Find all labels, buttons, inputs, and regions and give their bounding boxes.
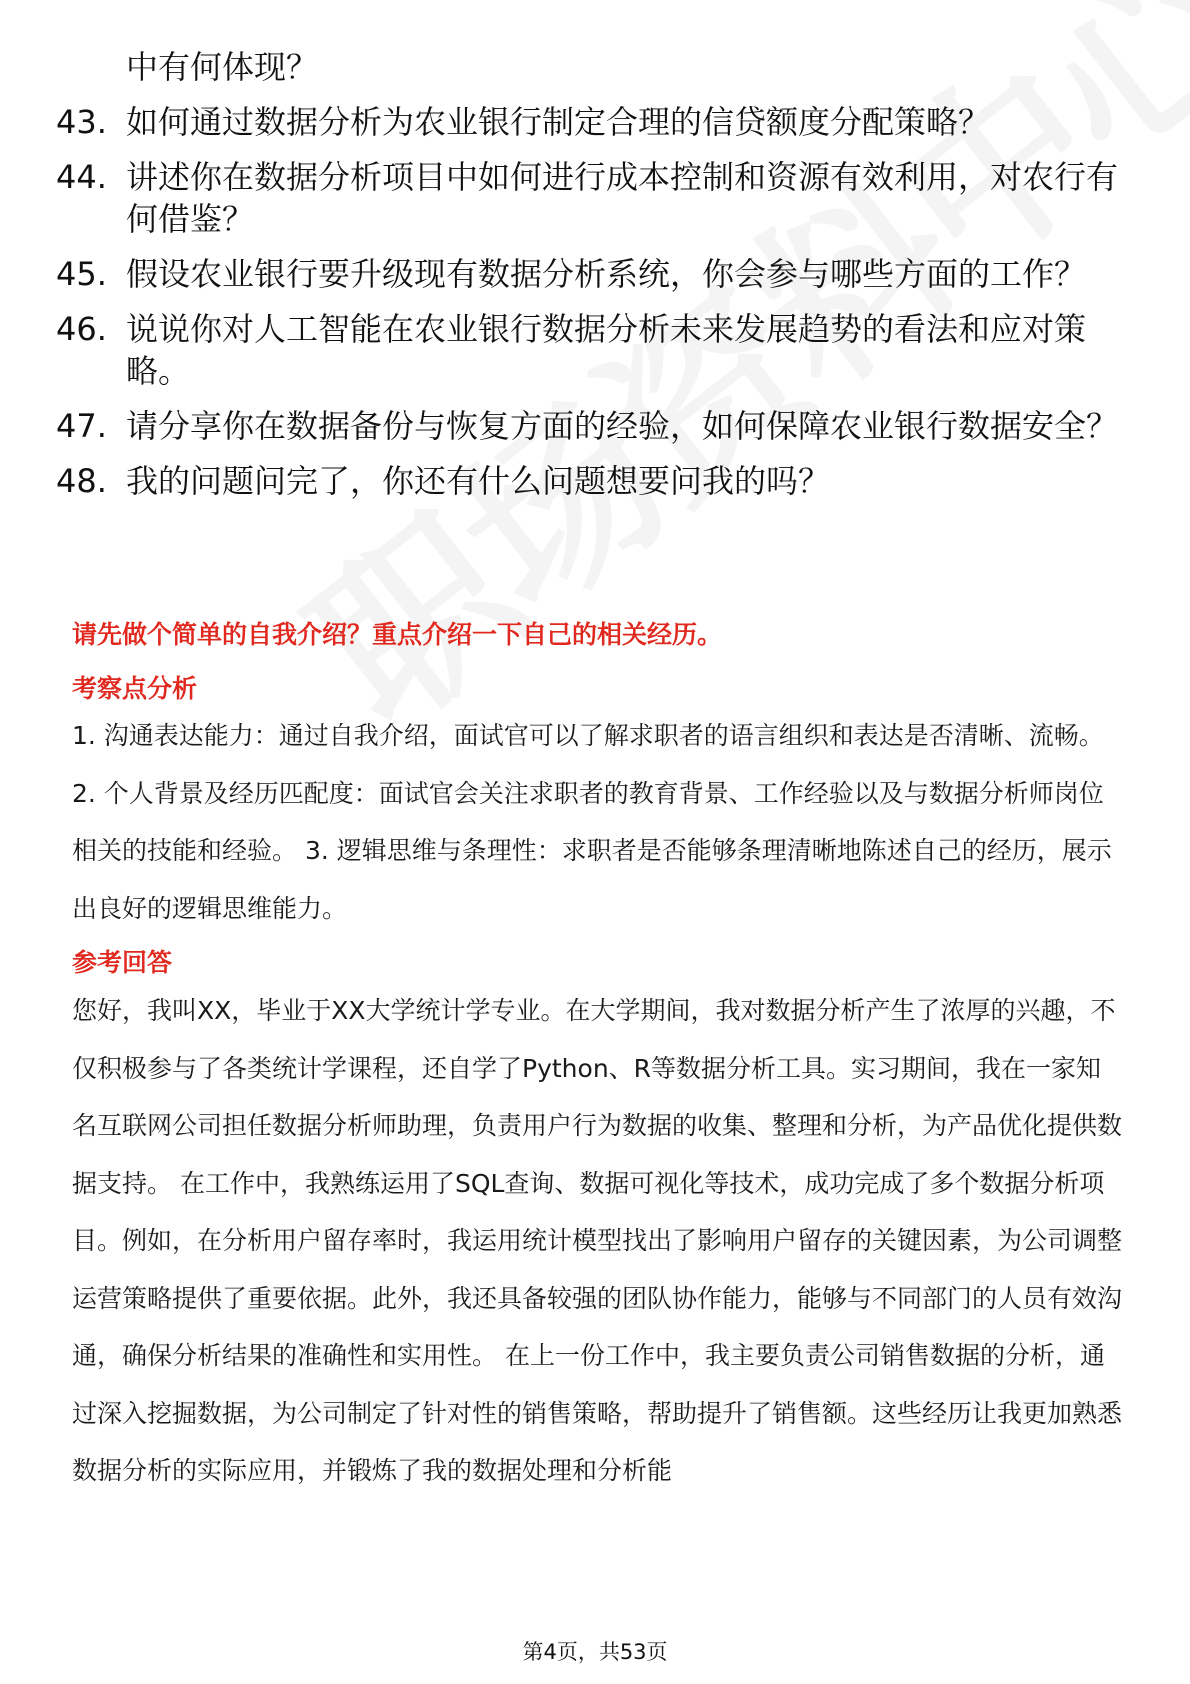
question-text: 我的问题问完了，你还有什么问题想要问我的吗？	[126, 462, 831, 500]
question-number: 43.	[56, 103, 107, 141]
question-item	[56, 101, 1136, 143]
question-text: 中有何体现？	[126, 48, 319, 86]
question-item-continued	[56, 46, 1136, 88]
question-item	[56, 405, 1136, 447]
question-number: 48.	[56, 462, 107, 500]
question-text: 讲述你在数据分析项目中如何进行成本控制和资源有效利用，对农行有何借鉴？	[126, 158, 1119, 238]
question-item	[56, 460, 1136, 502]
question-number: 44.	[56, 158, 107, 196]
answer-question-heading: 请先做个简单的自我介绍？重点介绍一下自己的相关经历。	[72, 620, 723, 649]
page-footer: 第4页，共53页	[522, 1640, 668, 1664]
analysis-heading: 考察点分析	[72, 674, 198, 703]
question-number: 46.	[56, 310, 107, 348]
question-text: 如何通过数据分析为农业银行制定合理的信贷额度分配策略？	[126, 103, 991, 141]
question-list	[56, 46, 1136, 515]
reference-paragraph: 您好，我叫XX，毕业于XX大学统计学专业。在大学期间，我对数据分析产生了浓厚的兴趣，不仅积极参与了各类统计学课程，还自学了Python、R等数据分析工具。实习期间，我在一家知名互联网公司担任数据分析师助理，负责用户行为数据的收集、整理和分析，为产品优化提供数据支持。 在工作中，我熟练运用了SQL查询、数据可视化等技术，成功完成了多个数据分析项目。例如，在分析用户留存率时，我运用统计模型找出了影响用户留存的关键因素，为公司调整运营策略提供了重要依据。此外，我还具备较强的团队协作能力，能够与不同部门的人员有效沟通，确保分析结果的准确性和实用性。 在上一份工作中，我主要负责公司销售数据的分析，通过深入挖掘数据，为公司制定了针对性的销售策略，帮助提升了销售额。这些经历让我更加熟悉数据分析的实际应用，并锻炼了我的数据处理和分析能	[72, 996, 1123, 1485]
question-text: 请分享你在数据备份与恢复方面的经验，如何保障农业银行数据安全？	[126, 407, 1119, 445]
question-text: 说说你对人工智能在农业银行数据分析未来发展趋势的看法和应对策略。	[126, 310, 1087, 390]
question-number: 47.	[56, 407, 107, 445]
analysis-paragraph: 1. 沟通表达能力：通过自我介绍，面试官可以了解求职者的语言组织和表达是否清晰、流畅。 2. 个人背景及经历匹配度：面试官会关注求职者的教育背景、工作经验以及与数据分析师岗位相关的技能和经验。 3. 逻辑思维与条理性：求职者是否能够条理清晰地陈述自己的经历，展示出良好的逻辑思维能力。	[72, 721, 1112, 923]
question-number: 45.	[56, 255, 107, 293]
question-text: 假设农业银行要升级现有数据分析系统，你会参与哪些方面的工作？	[126, 255, 1087, 293]
question-item	[56, 253, 1136, 295]
question-item	[56, 308, 1136, 392]
question-item	[56, 156, 1136, 240]
reference-heading: 参考回答	[72, 948, 173, 977]
